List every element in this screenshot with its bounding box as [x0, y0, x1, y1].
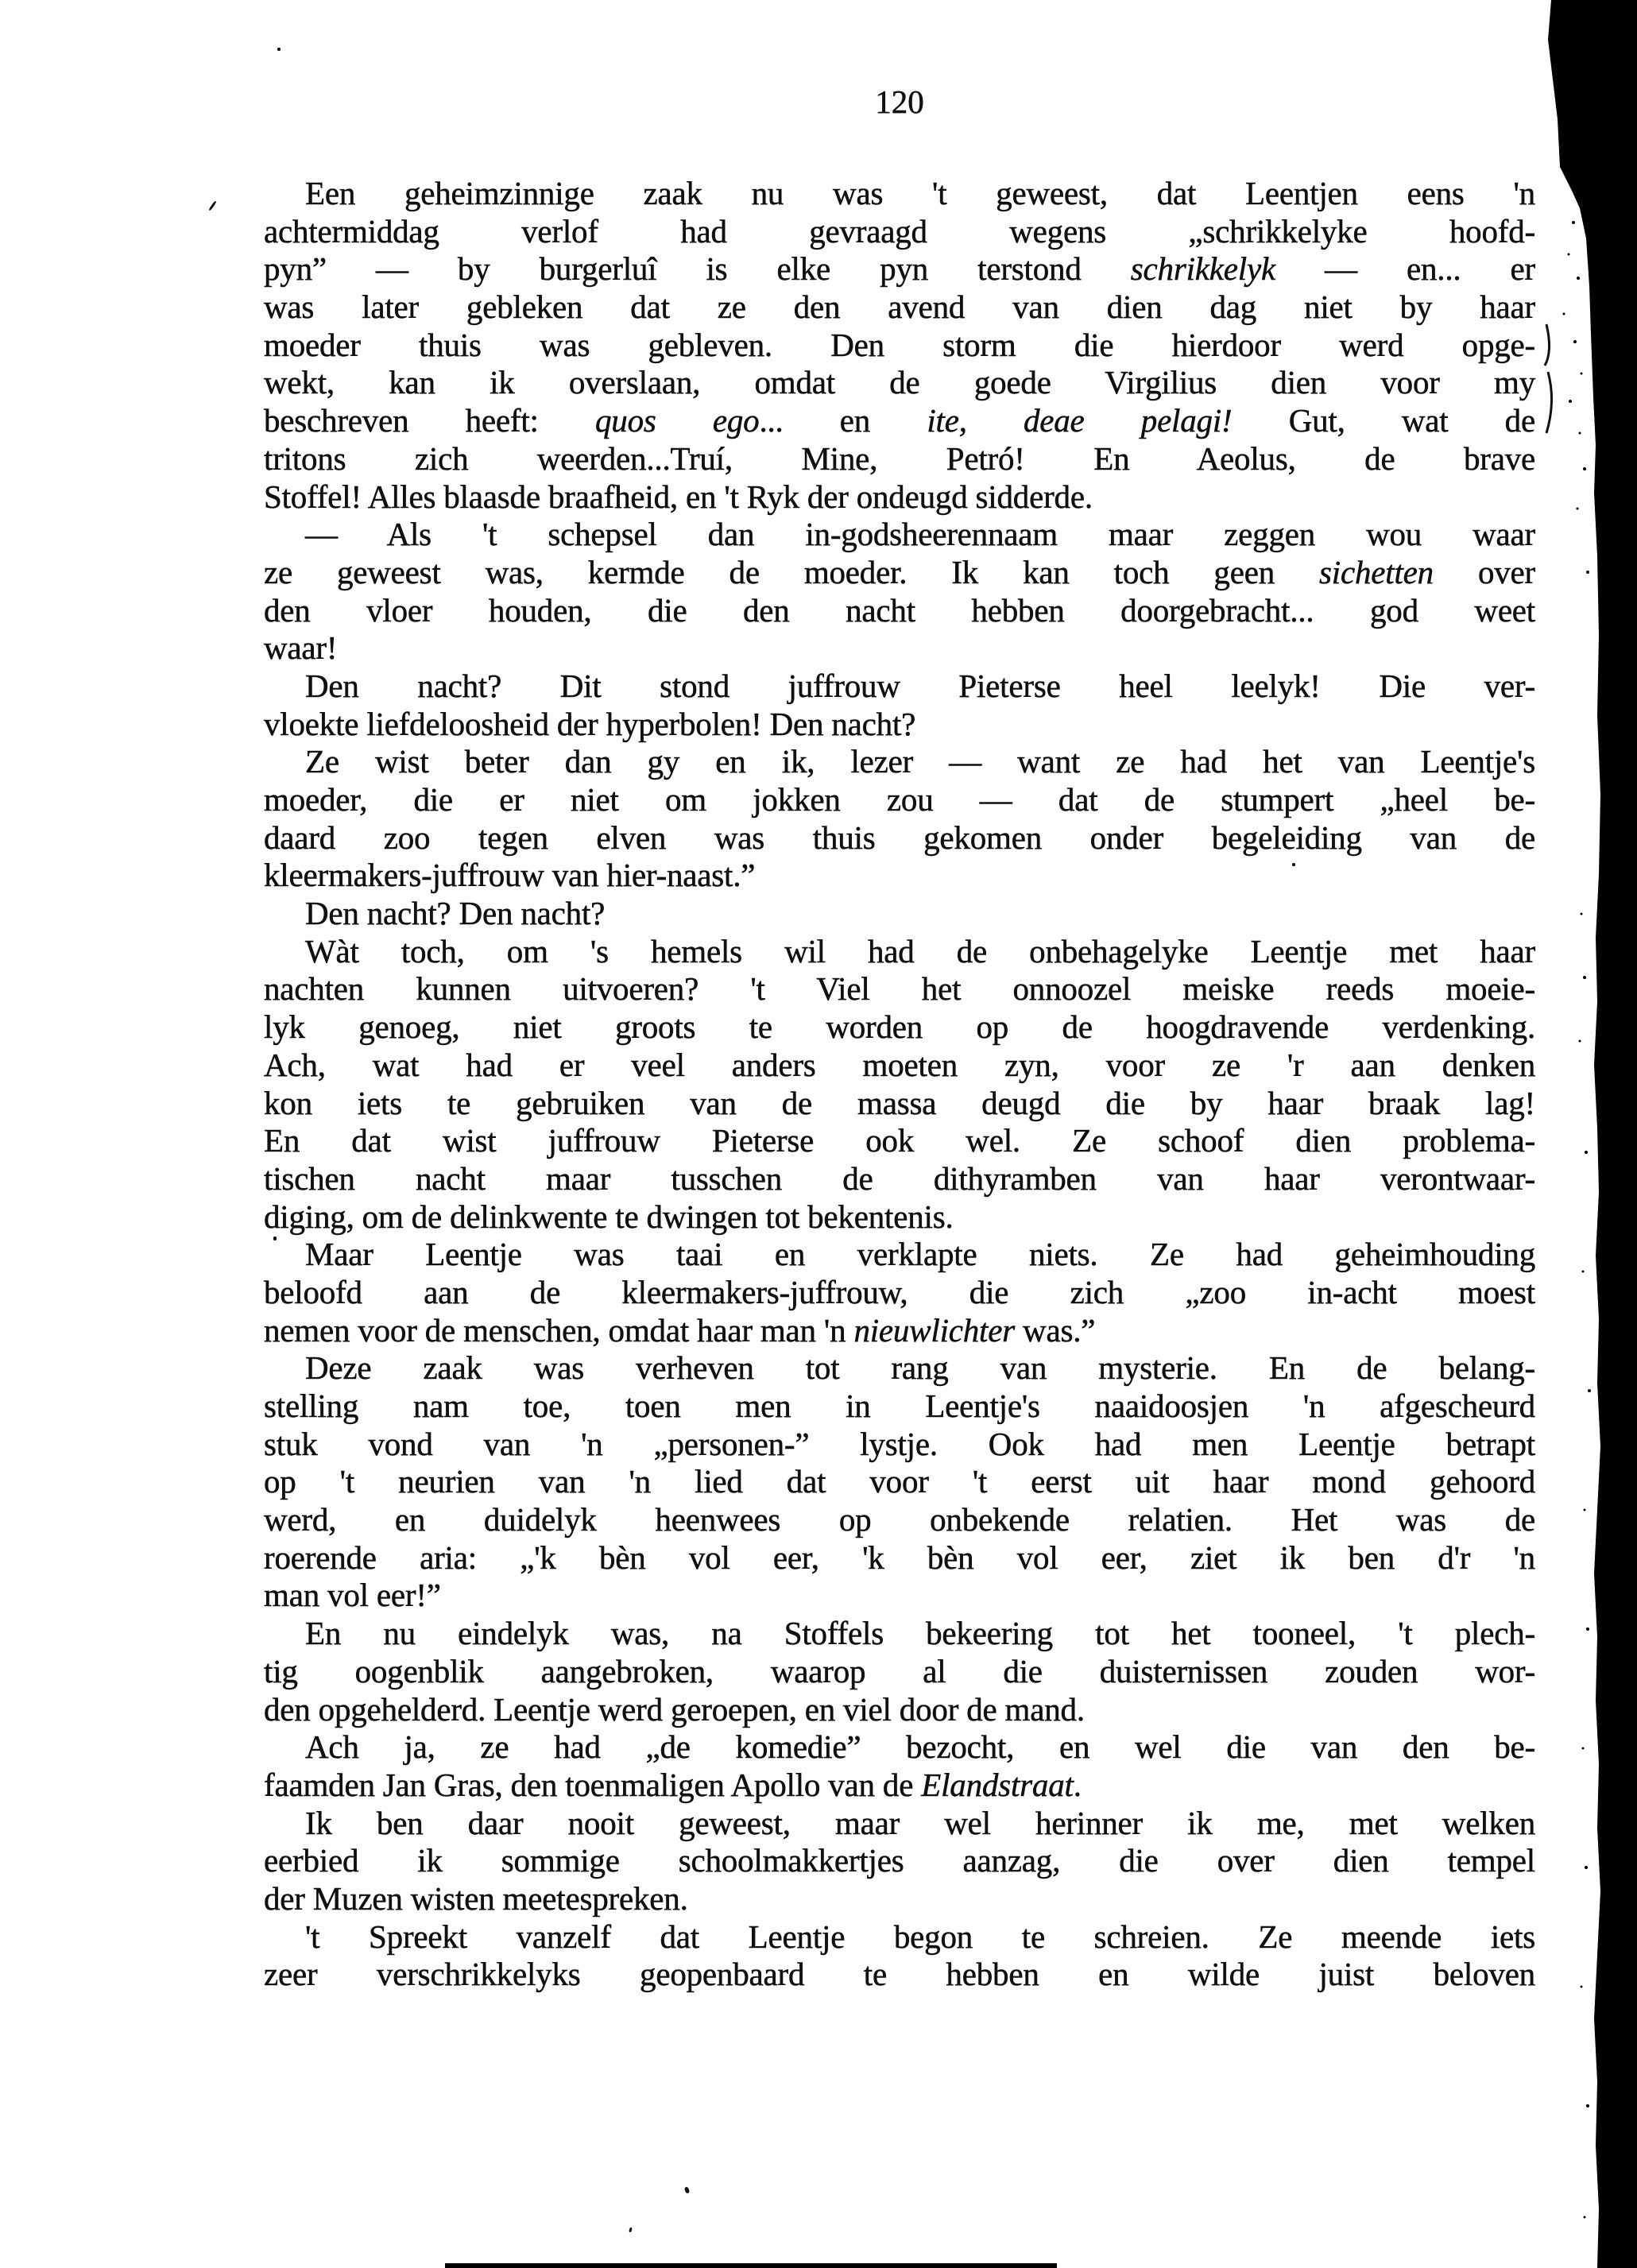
text-segment: achtermiddag verlof had gevraagd wegens „schrikkelyke hoofd-: [264, 212, 1535, 250]
text-segment: Een geheimzinnige zaak nu was 't geweest, dat Leentjen eens 'n: [305, 175, 1535, 211]
text-line: [264, 364, 1535, 402]
ink-speck: [629, 2227, 632, 2233]
text-line: [264, 1539, 1535, 1577]
text-segment: was later gebleken dat ze den avend van dien dag niet by haar: [264, 288, 1535, 326]
text-line: [264, 1085, 1535, 1123]
text-segment: Ze wist beter dan gy en ik, lezer — want ze had het van Leentje's: [305, 743, 1535, 780]
text-line: [264, 629, 1535, 668]
text-line: [264, 668, 1535, 706]
text-segment: beloofd aan de kleermakers-juffrouw, die zich „zoo in-acht moest: [264, 1273, 1535, 1310]
text-segment: Wàt toch, om 's hemels wil had de onbehagelyke Leentje met haar: [305, 932, 1535, 970]
text-line: [264, 327, 1535, 365]
text-line: [264, 1615, 1535, 1653]
italic-text-segment: ite, deae pelagi!: [927, 402, 1233, 439]
text-line: [264, 1463, 1535, 1501]
text-line: [264, 478, 1535, 517]
text-line: [264, 1805, 1535, 1843]
scanner-bottom-bar: [445, 2263, 1057, 2268]
text-segment: was.”: [1015, 1311, 1096, 1349]
text-segment: — en... er: [1275, 250, 1535, 288]
text-segment: kleermakers-juffrouw van hier-naast.”: [264, 857, 756, 894]
text-line: [264, 250, 1535, 288]
text-line: [264, 1198, 1535, 1237]
text-segment: op 't neurien van 'n lied dat voor 't eerst uit haar mond gehoord: [264, 1463, 1535, 1500]
ink-speck: [684, 2186, 690, 2193]
text-segment: — Als 't schepsel dan in-godsheerennaam maar zeggen wou waar: [305, 516, 1535, 553]
text-segment: pyn” — by burgerluî is elke pyn terstond: [264, 250, 1131, 288]
text-line: [264, 1691, 1535, 1729]
text-line: [264, 1388, 1535, 1426]
text-line: [264, 819, 1535, 857]
text-segment: daard zoo tegen elven was thuis gekomen onder begeleiding van de: [264, 819, 1535, 856]
text-line: [264, 1956, 1535, 1994]
page-number: 120: [875, 83, 924, 120]
text-segment: over: [1433, 553, 1535, 590]
text-line: [264, 213, 1535, 251]
italic-text-segment: sichetten: [1319, 553, 1434, 590]
text-segment: roerende aria: „'k bèn vol eer, 'k bèn vol eer, ziet ik ben d'r 'n: [264, 1538, 1535, 1576]
text-line: [264, 1426, 1535, 1464]
text-line: [264, 1312, 1535, 1350]
text-line: [264, 440, 1535, 478]
text-segment: Den nacht? Den nacht?: [305, 895, 606, 932]
text-segment: ze geweest was, kermde de moeder. Ik kan toch geen: [264, 553, 1320, 590]
scratch-marks: [1545, 324, 1552, 433]
text-segment: tischen nacht maar tusschen de dithyramben van haar verontwaar-: [264, 1159, 1535, 1197]
text-segment: Ach, wat had er veel anders moeten zyn, voor ze 'r aan denken: [264, 1046, 1535, 1083]
text-segment: diging, om de delinkwente te dwingen tot bekentenis.: [264, 1198, 954, 1235]
ink-speck: [273, 1237, 277, 1240]
text-segment: der Muzen wisten meetespreken.: [264, 1879, 688, 1917]
text-line: [264, 933, 1535, 971]
text-segment: stuk vond van 'n „personen-” lystje. Ook had men Leentje betrapt: [264, 1425, 1535, 1462]
text-segment: 't Spreekt vanzelf dat Leentje begon te schreien. Ze meende iets: [305, 1918, 1535, 1955]
text-line: [264, 175, 1535, 213]
text-line: [264, 402, 1535, 440]
text-line: [264, 1122, 1535, 1160]
text-line: [264, 592, 1535, 630]
text-segment: werd, en duidelyk heenwees op onbekende relatien. Het was de: [264, 1501, 1535, 1538]
text-line: [264, 1653, 1535, 1691]
text-segment: Maar Leentje was taai en verklapte niets. Ze had geheimhouding: [305, 1236, 1535, 1273]
text-segment: zeer verschrikkelyks geopenbaard te hebben en wilde juist beloven: [264, 1956, 1535, 1993]
text-line: [264, 516, 1535, 554]
text-line: [264, 1008, 1535, 1047]
text-line: [264, 288, 1535, 327]
ink-speck: [208, 200, 216, 211]
text-segment: eerbied ik sommige schoolmakkertjes aanzag, die over dien tempel: [264, 1842, 1535, 1879]
text-segment: nemen voor de menschen, omdat haar man 'n: [264, 1311, 854, 1349]
text-segment: moeder, die er niet om jokken zou — dat de stumpert „heel be-: [264, 781, 1535, 818]
text-segment: kon iets te gebruiken van de massa deugd die by haar braak lag!: [264, 1084, 1535, 1121]
text-column: [264, 175, 1535, 1994]
text-line: [264, 781, 1535, 819]
text-segment: Den nacht? Dit stond juffrouw Pieterse heel leelyk! Die ver-: [305, 667, 1535, 704]
text-segment: nachten kunnen uitvoeren? 't Viel het onnoozel meiske reeds moeie-: [264, 970, 1535, 1008]
ink-speck: [277, 48, 281, 51]
scan-edge-shadow: [1534, 0, 1637, 2268]
text-segment: stelling nam toe, toen men in Leentje's naaidoosjen 'n afgescheurd: [264, 1388, 1535, 1424]
text-line: [264, 1918, 1535, 1956]
text-segment: lyk genoeg, niet groots te worden op de hoogdravende verdenking.: [264, 1008, 1535, 1046]
text-segment: .: [1073, 1766, 1082, 1803]
ink-speck: [1292, 863, 1295, 866]
text-segment: ... en: [759, 402, 927, 439]
text-segment: Ach ja, ze had „de komedie” bezocht, en wel die van den be-: [305, 1728, 1535, 1766]
text-line: [264, 706, 1535, 744]
text-segment: waar!: [264, 629, 338, 667]
text-segment: wekt, kan ik overslaan, omdat de goede Virgilius dien voor my: [264, 364, 1535, 401]
text-segment: beschreven heeft:: [264, 402, 595, 439]
text-segment: tig oogenblik aangebroken, waarop al die duisternissen zouden wor-: [264, 1652, 1535, 1689]
text-line: [264, 1349, 1535, 1388]
text-segment: vloekte liefdeloosheid der hyperbolen! Den nacht?: [264, 705, 916, 742]
text-line: [264, 970, 1535, 1008]
text-segment: En dat wist juffrouw Pieterse ook wel. Ze schoof dien problema-: [264, 1122, 1535, 1159]
text-segment: En nu eindelyk was, na Stoffels bekeering tot het tooneel, 't plech-: [305, 1615, 1535, 1652]
italic-text-segment: Elandstraat: [921, 1766, 1074, 1803]
text-segment: Gut, wat de: [1232, 402, 1535, 439]
edge-speckle-noise: [1563, 221, 1592, 2219]
text-segment: moeder thuis was gebleven. Den storm die hierdoor werd opge-: [264, 326, 1535, 363]
text-line: [264, 1047, 1535, 1085]
text-line: [264, 1577, 1535, 1615]
text-segment: man vol eer!”: [264, 1577, 441, 1614]
text-segment: den vloer houden, die den nacht hebben doorgebracht... god weet: [264, 591, 1535, 629]
text-line: [264, 1767, 1535, 1805]
text-segment: tritons zich weerden...Truí, Mine, Petró! En Aeolus, de brave: [264, 439, 1535, 477]
text-line: [264, 1274, 1535, 1312]
text-line: [264, 1236, 1535, 1274]
text-line: [264, 1842, 1535, 1880]
text-segment: Ik ben daar nooit geweest, maar wel herinner ik me, met welken: [305, 1804, 1535, 1841]
text-segment: den opgehelderd. Leentje werd geroepen, en viel door de mand.: [264, 1690, 1085, 1728]
text-segment: Stoffel! Alles blaasde braafheid, en 't Ryk der ondeugd sidderde.: [264, 478, 1093, 515]
text-segment: Deze zaak was verheven tot rang van mysterie. En de belang-: [305, 1349, 1535, 1387]
italic-text-segment: quos ego: [594, 402, 760, 439]
text-line: [264, 1728, 1535, 1767]
italic-text-segment: schrikkelyk: [1130, 250, 1275, 288]
text-segment: faamden Jan Gras, den toenmaligen Apollo van de: [264, 1766, 922, 1803]
text-line: [264, 895, 1535, 933]
text-line: [264, 1501, 1535, 1539]
italic-text-segment: nieuwlichter: [853, 1311, 1015, 1349]
text-line: [264, 1160, 1535, 1198]
text-line: [264, 857, 1535, 895]
text-line: [264, 1880, 1535, 1918]
text-line: [264, 554, 1535, 592]
text-line: [264, 743, 1535, 781]
